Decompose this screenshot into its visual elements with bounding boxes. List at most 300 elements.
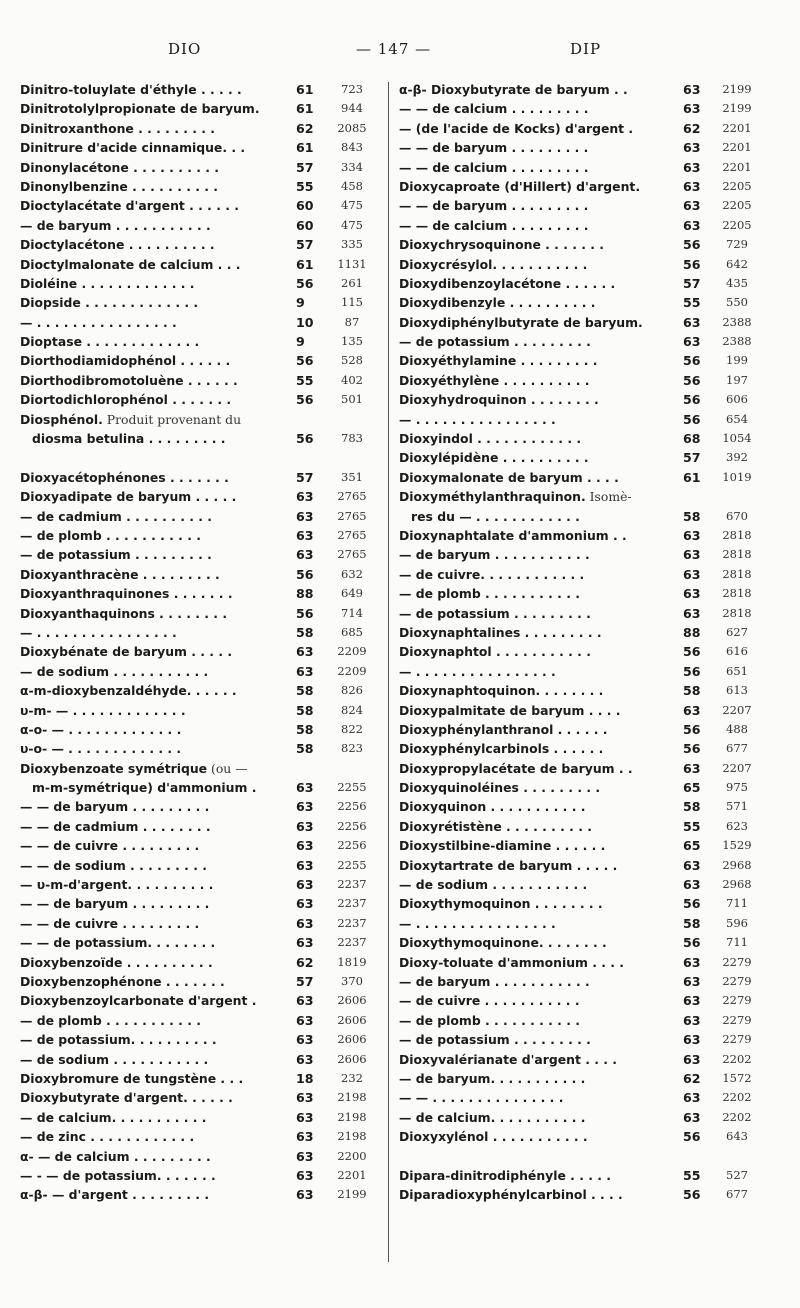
entry-name: Dioxystilbine-diamine . . . . . .	[399, 838, 606, 854]
entry-name: — de cuivre. . . . . . . . . . . .	[399, 566, 585, 582]
entry-name: Dinitrotolylpropionate de baryum.	[20, 101, 260, 117]
entry-volume: 65	[683, 780, 701, 796]
entry-name: — — de calcium . . . . . . . . .	[399, 217, 589, 233]
index-entry	[20, 1108, 378, 1127]
entry-page: 1054	[722, 431, 752, 446]
entry-page: 670	[726, 508, 748, 523]
entry-volume: 56	[683, 1187, 701, 1203]
entry-name: Dioxyphénylanthranol . . . . . .	[399, 721, 608, 737]
entry-volume: 63	[296, 896, 314, 912]
entry-volume: 63	[683, 605, 701, 621]
entry-page: 654	[726, 411, 748, 426]
index-entry	[20, 80, 378, 99]
entry-page: 975	[726, 780, 748, 795]
entry-page: 550	[726, 295, 748, 310]
entry-page: 135	[341, 334, 363, 349]
entry-volume: 58	[683, 508, 701, 524]
entry-name: Dioxyéthylène . . . . . . . . . .	[399, 372, 590, 388]
entry-volume: 57	[683, 275, 701, 291]
entry-name: Diorthodiamidophénol . . . . . .	[20, 353, 231, 369]
entry-page: 334	[341, 159, 363, 174]
index-entry	[399, 390, 782, 409]
entry-name: Dioxynaphtalines . . . . . . . . .	[399, 624, 602, 640]
entry-volume: 61	[296, 256, 314, 272]
index-entry	[20, 216, 378, 235]
entry-continuation: diosma betulina . . . . . . . . .	[32, 431, 226, 447]
entry-name: Dioxytartrate de baryum . . . . .	[399, 857, 618, 873]
entry-volume: 63	[683, 1090, 701, 1106]
entry-page: 2818	[722, 605, 752, 620]
entry-volume: 55	[683, 1167, 701, 1183]
entry-page: 2202	[722, 1090, 752, 1105]
index-entry	[20, 604, 378, 623]
entry-page: 2968	[722, 877, 752, 892]
entry-page: 2606	[337, 1012, 367, 1027]
index-entry	[399, 351, 782, 370]
index-entry	[399, 1108, 782, 1127]
entry-volume: 58	[296, 683, 314, 699]
entry-page: 2237	[337, 935, 367, 950]
index-entry	[399, 914, 782, 933]
entry-volume: 63	[296, 915, 314, 931]
index-entry	[20, 875, 378, 894]
index-entry	[399, 1069, 782, 1088]
entry-page: 783	[341, 431, 363, 446]
entry-name: υ-m- — . . . . . . . . . . . . .	[20, 702, 186, 718]
entry-page: 596	[726, 915, 748, 930]
entry-name: — - — de potassium. . . . . . .	[20, 1167, 216, 1183]
entry-name: Dioctylmalonate de calcium . . .	[20, 256, 241, 272]
index-entry	[20, 1147, 378, 1166]
index-entry	[399, 80, 782, 99]
entry-page: 2199	[722, 82, 752, 96]
entry-page: 2209	[337, 644, 367, 659]
entry-page: 2256	[337, 818, 367, 833]
entry-volume: 63	[296, 1051, 314, 1067]
entry-name: Dioxyéthylamine . . . . . . . . .	[399, 353, 598, 369]
index-entry	[20, 623, 378, 642]
index-entry	[20, 933, 378, 952]
entry-volume: 56	[683, 721, 701, 737]
index-entry	[20, 565, 378, 584]
entry-name: Dipara-dinitrodiphényle . . . . .	[399, 1167, 611, 1183]
index-entry	[20, 1166, 378, 1185]
entry-volume: 61	[296, 140, 314, 156]
entry-page: 944	[341, 101, 363, 116]
entry-volume: 55	[296, 178, 314, 194]
entry-volume: 63	[296, 547, 314, 563]
entry-name: Dioxyvalérianate d'argent . . . .	[399, 1051, 617, 1067]
entry-page: 2765	[337, 547, 367, 562]
entry-volume: 68	[683, 431, 701, 447]
entry-page: 2237	[337, 915, 367, 930]
entry-page: 199	[726, 353, 748, 368]
entry-volume: 63	[683, 178, 701, 194]
entry-volume: 63	[683, 1032, 701, 1048]
entry-note: Isomè-	[585, 489, 632, 505]
entry-volume: 56	[296, 353, 314, 369]
entry-page: 714	[341, 605, 363, 620]
index-entry	[20, 274, 378, 293]
entry-volume: 63	[296, 489, 314, 505]
entry-page: 2388	[722, 334, 752, 349]
index-entry	[20, 196, 378, 215]
entry-name: Dioxydiphénylbutyrate de baryum.	[399, 314, 643, 330]
entry-name: — — de sodium . . . . . . . . .	[20, 857, 207, 873]
entry-name: Dinonylbenzine . . . . . . . . . .	[20, 178, 218, 194]
entry-page: 232	[341, 1070, 363, 1085]
entry-name: Dioxylépidène . . . . . . . . . .	[399, 450, 589, 466]
entry-page: 623	[726, 818, 748, 833]
entry-name: — . . . . . . . . . . . . . . . .	[399, 915, 556, 931]
entry-volume: 88	[683, 624, 701, 640]
entry-volume: 61	[296, 101, 314, 117]
index-entry	[399, 99, 782, 118]
entry-name: Dioctylacétone . . . . . . . . . .	[20, 237, 215, 253]
entry-page: 2818	[722, 566, 752, 581]
entry-name: Dioxyanthaquinons . . . . . . . .	[20, 605, 228, 621]
index-entry	[399, 642, 782, 661]
index-entry	[20, 584, 378, 603]
entry-volume: 63	[296, 1129, 314, 1145]
entry-page: 1019	[722, 469, 752, 484]
entry-volume: 63	[683, 159, 701, 175]
index-entry	[20, 739, 378, 758]
index-entry	[20, 255, 378, 274]
entry-name: — de potassium. . . . . . . . . .	[20, 1032, 217, 1048]
entry-name: Dinitroxanthone . . . . . . . . .	[20, 120, 215, 136]
header-left: DIO	[168, 40, 202, 58]
entry-page: 458	[341, 178, 363, 193]
entry-name: Dinitro-toluylate d'éthyle . . . . .	[20, 82, 242, 97]
index-entry	[399, 313, 782, 332]
entry-name: Dioxypropylacétate de baryum . .	[399, 760, 633, 776]
entry-page: 2279	[722, 973, 752, 988]
index-entry	[20, 797, 378, 816]
index-entry	[20, 351, 378, 370]
entry-page: 2968	[722, 857, 752, 872]
entry-name: Dioxybutyrate d'argent. . . . . .	[20, 1090, 233, 1106]
entry-name: — — de baryum . . . . . . . . .	[399, 198, 589, 214]
entry-volume: 62	[296, 120, 314, 136]
entry-volume: 63	[296, 1167, 314, 1183]
entry-page: 1131	[337, 256, 367, 271]
entry-volume: 56	[683, 392, 701, 408]
entry-volume: 63	[683, 217, 701, 233]
entry-name: Diorthodibromotoluène . . . . . .	[20, 372, 238, 388]
index-entry	[399, 875, 782, 894]
entry-volume: 58	[296, 741, 314, 757]
entry-page: 2201	[337, 1167, 367, 1182]
entry-volume: 63	[683, 1012, 701, 1028]
entry-page: 2205	[722, 178, 752, 193]
entry-volume: 63	[296, 838, 314, 854]
entry-volume: 18	[296, 1070, 314, 1086]
index-entry	[20, 681, 378, 700]
index-entry	[399, 759, 782, 778]
entry-name: — de potassium . . . . . . . . .	[399, 1032, 591, 1048]
entry-volume: 56	[683, 256, 701, 272]
index-entry	[20, 293, 378, 312]
index-entry	[399, 429, 782, 448]
entry-page: 528	[341, 353, 363, 368]
entry-name: — de plomb . . . . . . . . . . .	[20, 528, 201, 543]
entry-page: 613	[726, 683, 748, 698]
entry-page: 643	[726, 1129, 748, 1144]
entry-name: Dioxyacétophénones . . . . . . .	[20, 469, 229, 485]
entry-page: 2198	[337, 1090, 367, 1105]
entry-page: 261	[341, 275, 363, 290]
index-entry	[20, 759, 378, 798]
entry-page: 2200	[337, 1148, 367, 1163]
entry-note: Produit provenant du	[102, 411, 242, 427]
entry-name: Diortodichlorophénol . . . . . . .	[20, 392, 232, 408]
entry-volume: 63	[296, 780, 314, 796]
index-entry	[399, 856, 782, 875]
entry-page: 2255	[337, 780, 367, 795]
entry-name: Dioxyphénylcarbinols . . . . . .	[399, 741, 604, 757]
entry-page: 685	[341, 624, 363, 639]
index-entry	[399, 894, 782, 913]
entry-page: 843	[341, 140, 363, 155]
entry-name: — — de cadmium . . . . . . . .	[20, 818, 211, 834]
entry-page: 606	[726, 392, 748, 407]
index-entry	[399, 836, 782, 855]
index-entry	[20, 836, 378, 855]
entry-volume: 56	[683, 935, 701, 951]
index-entry	[399, 584, 782, 603]
entry-page: 723	[341, 82, 363, 96]
entry-volume: 57	[296, 469, 314, 485]
index-entry	[399, 545, 782, 564]
entry-page: 2085	[337, 120, 367, 135]
entry-page: 2818	[722, 528, 752, 542]
entry-page: 1572	[722, 1070, 752, 1085]
index-entry	[399, 119, 782, 138]
index-entry	[399, 701, 782, 720]
index-entry	[399, 1050, 782, 1069]
index-entry	[399, 953, 782, 972]
index-entry	[399, 332, 782, 351]
index-entry	[20, 720, 378, 739]
entry-volume: 63	[296, 1109, 314, 1125]
entry-page: 402	[341, 372, 363, 387]
index-entry	[399, 991, 782, 1010]
index-entry	[20, 972, 378, 991]
entry-volume: 55	[683, 295, 701, 311]
entry-volume: 63	[296, 508, 314, 524]
entry-page: 2255	[337, 857, 367, 872]
entry-name: — — de calcium . . . . . . . . .	[399, 101, 589, 117]
entry-volume: 63	[296, 1012, 314, 1028]
entry-name: Diparadioxyphénylcarbinol . . . .	[399, 1187, 623, 1203]
entry-name: Dioxyméthylanthraquinon. Isomè-	[399, 489, 632, 505]
entry-name: Dioxynaphtoquinon. . . . . . . .	[399, 683, 604, 699]
entry-page: 370	[341, 974, 363, 988]
entry-name: Dioxyanthraquinones . . . . . . .	[20, 586, 233, 602]
entry-page: 2201	[722, 140, 752, 155]
entry-name: Dioxythymoquinon . . . . . . . .	[399, 896, 603, 912]
entry-volume: 56	[683, 896, 701, 912]
entry-name: — — . . . . . . . . . . . . . . .	[399, 1090, 564, 1106]
entry-volume: 56	[683, 741, 701, 757]
entry-page: 616	[726, 644, 748, 659]
entry-page: 2388	[722, 314, 752, 329]
entry-name: — . . . . . . . . . . . . . . . .	[20, 624, 177, 640]
index-entry	[399, 933, 782, 952]
page-number: — 147 —	[356, 40, 432, 58]
entry-name: — de plomb . . . . . . . . . . .	[399, 1012, 580, 1028]
entry-volume: 63	[683, 586, 701, 602]
entry-name: Dioxybenzophénone . . . . . . .	[20, 974, 225, 989]
index-entry	[20, 545, 378, 564]
index-entry	[399, 293, 782, 312]
index-entry	[20, 1011, 378, 1030]
index-entry	[20, 662, 378, 681]
entry-volume: 63	[683, 993, 701, 1009]
entry-volume: 63	[683, 528, 701, 543]
index-entry	[399, 797, 782, 816]
entry-page: 335	[341, 237, 363, 252]
index-entry	[399, 216, 782, 235]
entry-page: 2237	[337, 877, 367, 892]
entry-volume: 63	[683, 857, 701, 873]
entry-page: 2765	[337, 528, 367, 542]
entry-name: Dioptase . . . . . . . . . . . . .	[20, 334, 200, 350]
entry-page: 1819	[337, 954, 367, 969]
entry-volume: 60	[296, 217, 314, 233]
entry-page: 649	[341, 586, 363, 601]
entry-page: 501	[341, 392, 363, 407]
entry-name: — de potassium . . . . . . . . .	[20, 547, 212, 563]
entry-name: α-o- — . . . . . . . . . . . . .	[20, 721, 182, 737]
entry-volume: 62	[296, 954, 314, 970]
entry-page: 2279	[722, 993, 752, 1008]
index-entry	[399, 196, 782, 215]
entry-name: — — de calcium . . . . . . . . .	[399, 159, 589, 175]
entry-name: Dioxyadipate de baryum . . . . .	[20, 489, 237, 505]
right-column	[399, 80, 782, 1205]
index-entry	[20, 642, 378, 661]
entry-volume: 63	[296, 935, 314, 951]
index-entry	[20, 177, 378, 196]
entry-name: — de baryum . . . . . . . . . . .	[20, 217, 211, 233]
entry-page: 87	[344, 314, 360, 329]
entry-name: — de plomb . . . . . . . . . . .	[399, 586, 580, 602]
entry-page: 642	[726, 256, 748, 271]
entry-volume: 63	[296, 528, 314, 543]
entry-name: — — de baryum . . . . . . . . .	[20, 799, 210, 815]
entry-name: Dioxydibenzyle . . . . . . . . . .	[399, 295, 596, 311]
index-entry	[399, 138, 782, 157]
index-entry	[20, 526, 378, 545]
entry-name: — — de cuivre . . . . . . . . .	[20, 838, 200, 854]
entry-volume: 58	[683, 683, 701, 699]
index-entry	[20, 235, 378, 254]
index-entry	[20, 371, 378, 390]
entry-name: α-β- Dioxybutyrate de baryum . .	[399, 82, 628, 97]
entry-volume: 63	[296, 1032, 314, 1048]
index-entry	[399, 662, 782, 681]
entry-name: — de sodium . . . . . . . . . . .	[399, 877, 588, 893]
entry-volume: 63	[683, 1051, 701, 1067]
entry-name: — de potassium . . . . . . . . .	[399, 334, 591, 350]
entry-volume: 56	[296, 605, 314, 621]
index-entry	[20, 817, 378, 836]
entry-name: Dioxythymoquinone. . . . . . . .	[399, 935, 607, 951]
entry-page: 2765	[337, 489, 367, 504]
column-divider	[388, 82, 389, 1262]
entry-name: Dioxy-toluate d'ammonium . . . .	[399, 954, 625, 970]
entry-name: — . . . . . . . . . . . . . . . .	[20, 314, 177, 330]
entry-page: 2606	[337, 993, 367, 1008]
entry-name: Dioxyhydroquinon . . . . . . . .	[399, 392, 599, 408]
entry-volume: 63	[683, 1109, 701, 1125]
entry-volume: 56	[296, 566, 314, 582]
entry-volume: 56	[296, 275, 314, 291]
entry-name: α- — de calcium . . . . . . . . .	[20, 1148, 211, 1164]
entry-name: Dioxyxylénol . . . . . . . . . . .	[399, 1129, 588, 1145]
index-entry	[20, 856, 378, 875]
entry-name: Dioxybénate de baryum . . . . .	[20, 644, 233, 660]
entry-page: 2237	[337, 896, 367, 911]
entry-name: Dioxymalonate de baryum . . . .	[399, 469, 619, 485]
entry-volume: 63	[683, 954, 701, 970]
entry-name: Dioxyindol . . . . . . . . . . . .	[399, 431, 582, 447]
entry-page: 1529	[722, 838, 752, 853]
entry-page: 351	[341, 469, 363, 484]
index-entry	[399, 1185, 782, 1204]
index-entry	[20, 701, 378, 720]
entry-volume: 88	[296, 586, 314, 602]
index-entry	[20, 991, 378, 1010]
index-entry	[399, 410, 782, 429]
entry-name: — — de baryum . . . . . . . . .	[399, 140, 589, 156]
entry-page: 392	[726, 450, 748, 465]
entry-volume: 58	[683, 915, 701, 931]
entry-volume: 63	[296, 1148, 314, 1164]
index-entry	[399, 1127, 782, 1146]
entry-volume: 56	[296, 392, 314, 408]
entry-page: 2765	[337, 508, 367, 523]
entry-volume: 56	[683, 237, 701, 253]
entry-page: 2818	[722, 547, 752, 562]
entry-name: — — de baryum . . . . . . . . .	[20, 896, 210, 912]
entry-page: 2198	[337, 1129, 367, 1144]
entry-name: — de cadmium . . . . . . . . . .	[20, 508, 212, 524]
index-entry	[20, 894, 378, 913]
entry-volume: 65	[683, 838, 701, 854]
entry-name: Dioxyquinon . . . . . . . . . . .	[399, 799, 586, 815]
entry-volume: 57	[296, 159, 314, 175]
entry-name: — de baryum. . . . . . . . . . .	[399, 1070, 586, 1086]
entry-page: 571	[726, 799, 748, 814]
entry-volume: 63	[296, 993, 314, 1009]
entry-volume: 63	[683, 877, 701, 893]
entry-volume: 56	[683, 372, 701, 388]
entry-page: 729	[726, 237, 748, 252]
index-entry	[20, 313, 378, 332]
entry-name: Dioxycrésylol. . . . . . . . . . .	[399, 256, 588, 272]
entry-page: 2209	[337, 663, 367, 678]
entry-volume: 57	[296, 237, 314, 253]
entry-name: — de baryum . . . . . . . . . . .	[399, 547, 590, 563]
index-entry	[20, 468, 378, 487]
index-entry	[399, 720, 782, 739]
entry-name: Dioxychrysoquinone . . . . . . .	[399, 237, 604, 253]
entry-volume: 63	[683, 101, 701, 117]
entry-volume: 57	[683, 450, 701, 466]
